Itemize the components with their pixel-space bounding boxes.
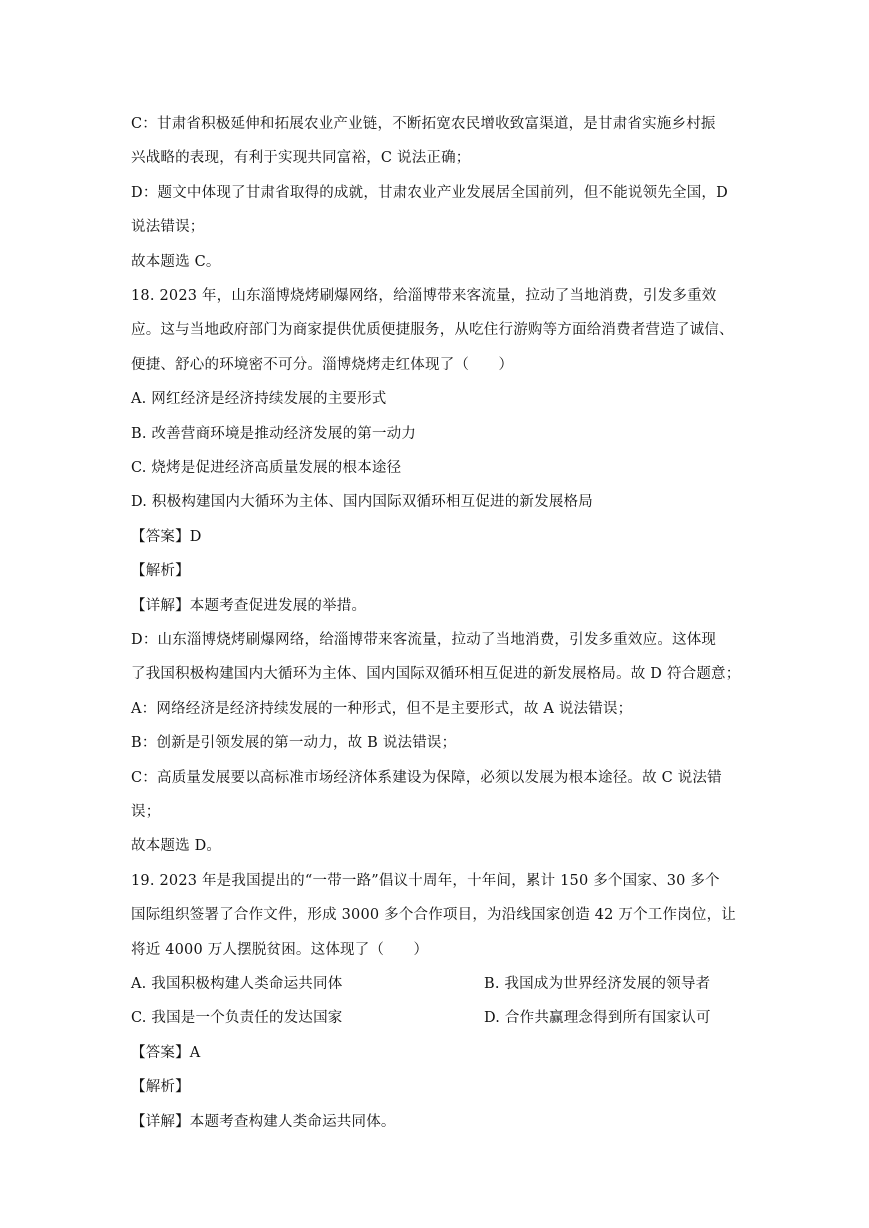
q18-option-c: C. 烧烤是促进经济高质量发展的根本途径 [131,460,402,476]
q18-analysis-b: B：创新是引领发展的第一动力，故 B 说法错误； [131,735,457,751]
q19-option-b: B. 我国成为世界经济发展的领导者 [484,976,711,992]
q17-analysis-c-line2: 兴战略的表现，有利于实现共同富裕，C 说法正确； [131,150,471,166]
q18-stem-line2: 应。这与当地政府部门为商家提供优质便捷服务，从吃住行游购等方面给消费者营造了诚信、 [131,322,734,338]
q18-analysis-c-line2: 误； [131,804,161,820]
q19-stem-line3: 将近 4000 万人摆脱贫困。这体现了（ ） [131,942,429,958]
q18-analysis-c-line1: C：高质量发展要以高标准市场经济体系建设为保障，必须以发展为根本途径。故 C 说法错 [131,770,722,786]
q18-analysis-d-line1: D：山东淄博烧烤刷爆网络，给淄博带来客流量，拉动了当地消费，引发多重效应。这体现 [131,632,717,648]
q17-analysis-d-line1: D：题文中体现了甘肃省取得的成就，甘肃农业产业发展居全国前列，但不能说领先全国，D [131,185,728,201]
q18-conclusion: 故本题选 D。 [131,838,222,854]
q18-detail: 【详解】本题考查促进发展的举措。 [131,598,367,614]
q17-analysis-c-line1: C：甘肃省积极延伸和拓展农业产业链，不断拓宽农民增收致富渠道，是甘肃省实施乡村振 [131,116,716,132]
q18-analysis-a: A：网络经济是经济持续发展的一种形式，但不是主要形式，故 A 说法错误； [131,701,633,717]
q18-option-b: B. 改善营商环境是推动经济发展的第一动力 [131,426,417,442]
q18-stem-line1: 18. 2023 年，山东淄博烧烤刷爆网络，给淄博带来客流量，拉动了当地消费，引发多重效 [131,288,717,304]
q17-analysis-d-line2: 说法错误； [131,219,205,235]
q19-option-c: C. 我国是一个负责任的发达国家 [131,1010,343,1026]
q19-detail: 【详解】本题考查构建人类命运共同体。 [131,1114,396,1130]
q18-analysis-heading: 【解析】 [131,563,190,579]
q18-option-a: A. 网红经济是经济持续发展的主要形式 [131,391,387,407]
q19-stem-line1: 19. 2023 年是我国提出的“一带一路”倡议十周年，十年间，累计 150 多个国家、30 多个 [131,873,720,889]
q19-option-d: D. 合作共赢理念得到所有国家认可 [484,1010,711,1026]
q19-option-a: A. 我国积极构建人类命运共同体 [131,976,343,992]
q18-stem-line3: 便捷、舒心的环境密不可分。淄博烧烤走红体现了（ ） [131,357,514,373]
q18-answer: 【答案】D [131,529,202,545]
q18-option-d: D. 积极构建国内大循环为主体、国内国际双循环相互促进的新发展格局 [131,494,593,510]
q19-stem-line2: 国际组织签署了合作文件，形成 3000 多个合作项目，为沿线国家创造 42 万个工作岗位，让 [131,907,736,923]
q17-conclusion: 故本题选 C。 [131,254,221,270]
q19-analysis-heading: 【解析】 [131,1079,190,1095]
q19-answer: 【答案】A [131,1045,201,1061]
q18-analysis-d-line2: 了我国积极构建国内大循环为主体、国内国际双循环相互促进的新发展格局。故 D 符合题意； [131,666,741,682]
